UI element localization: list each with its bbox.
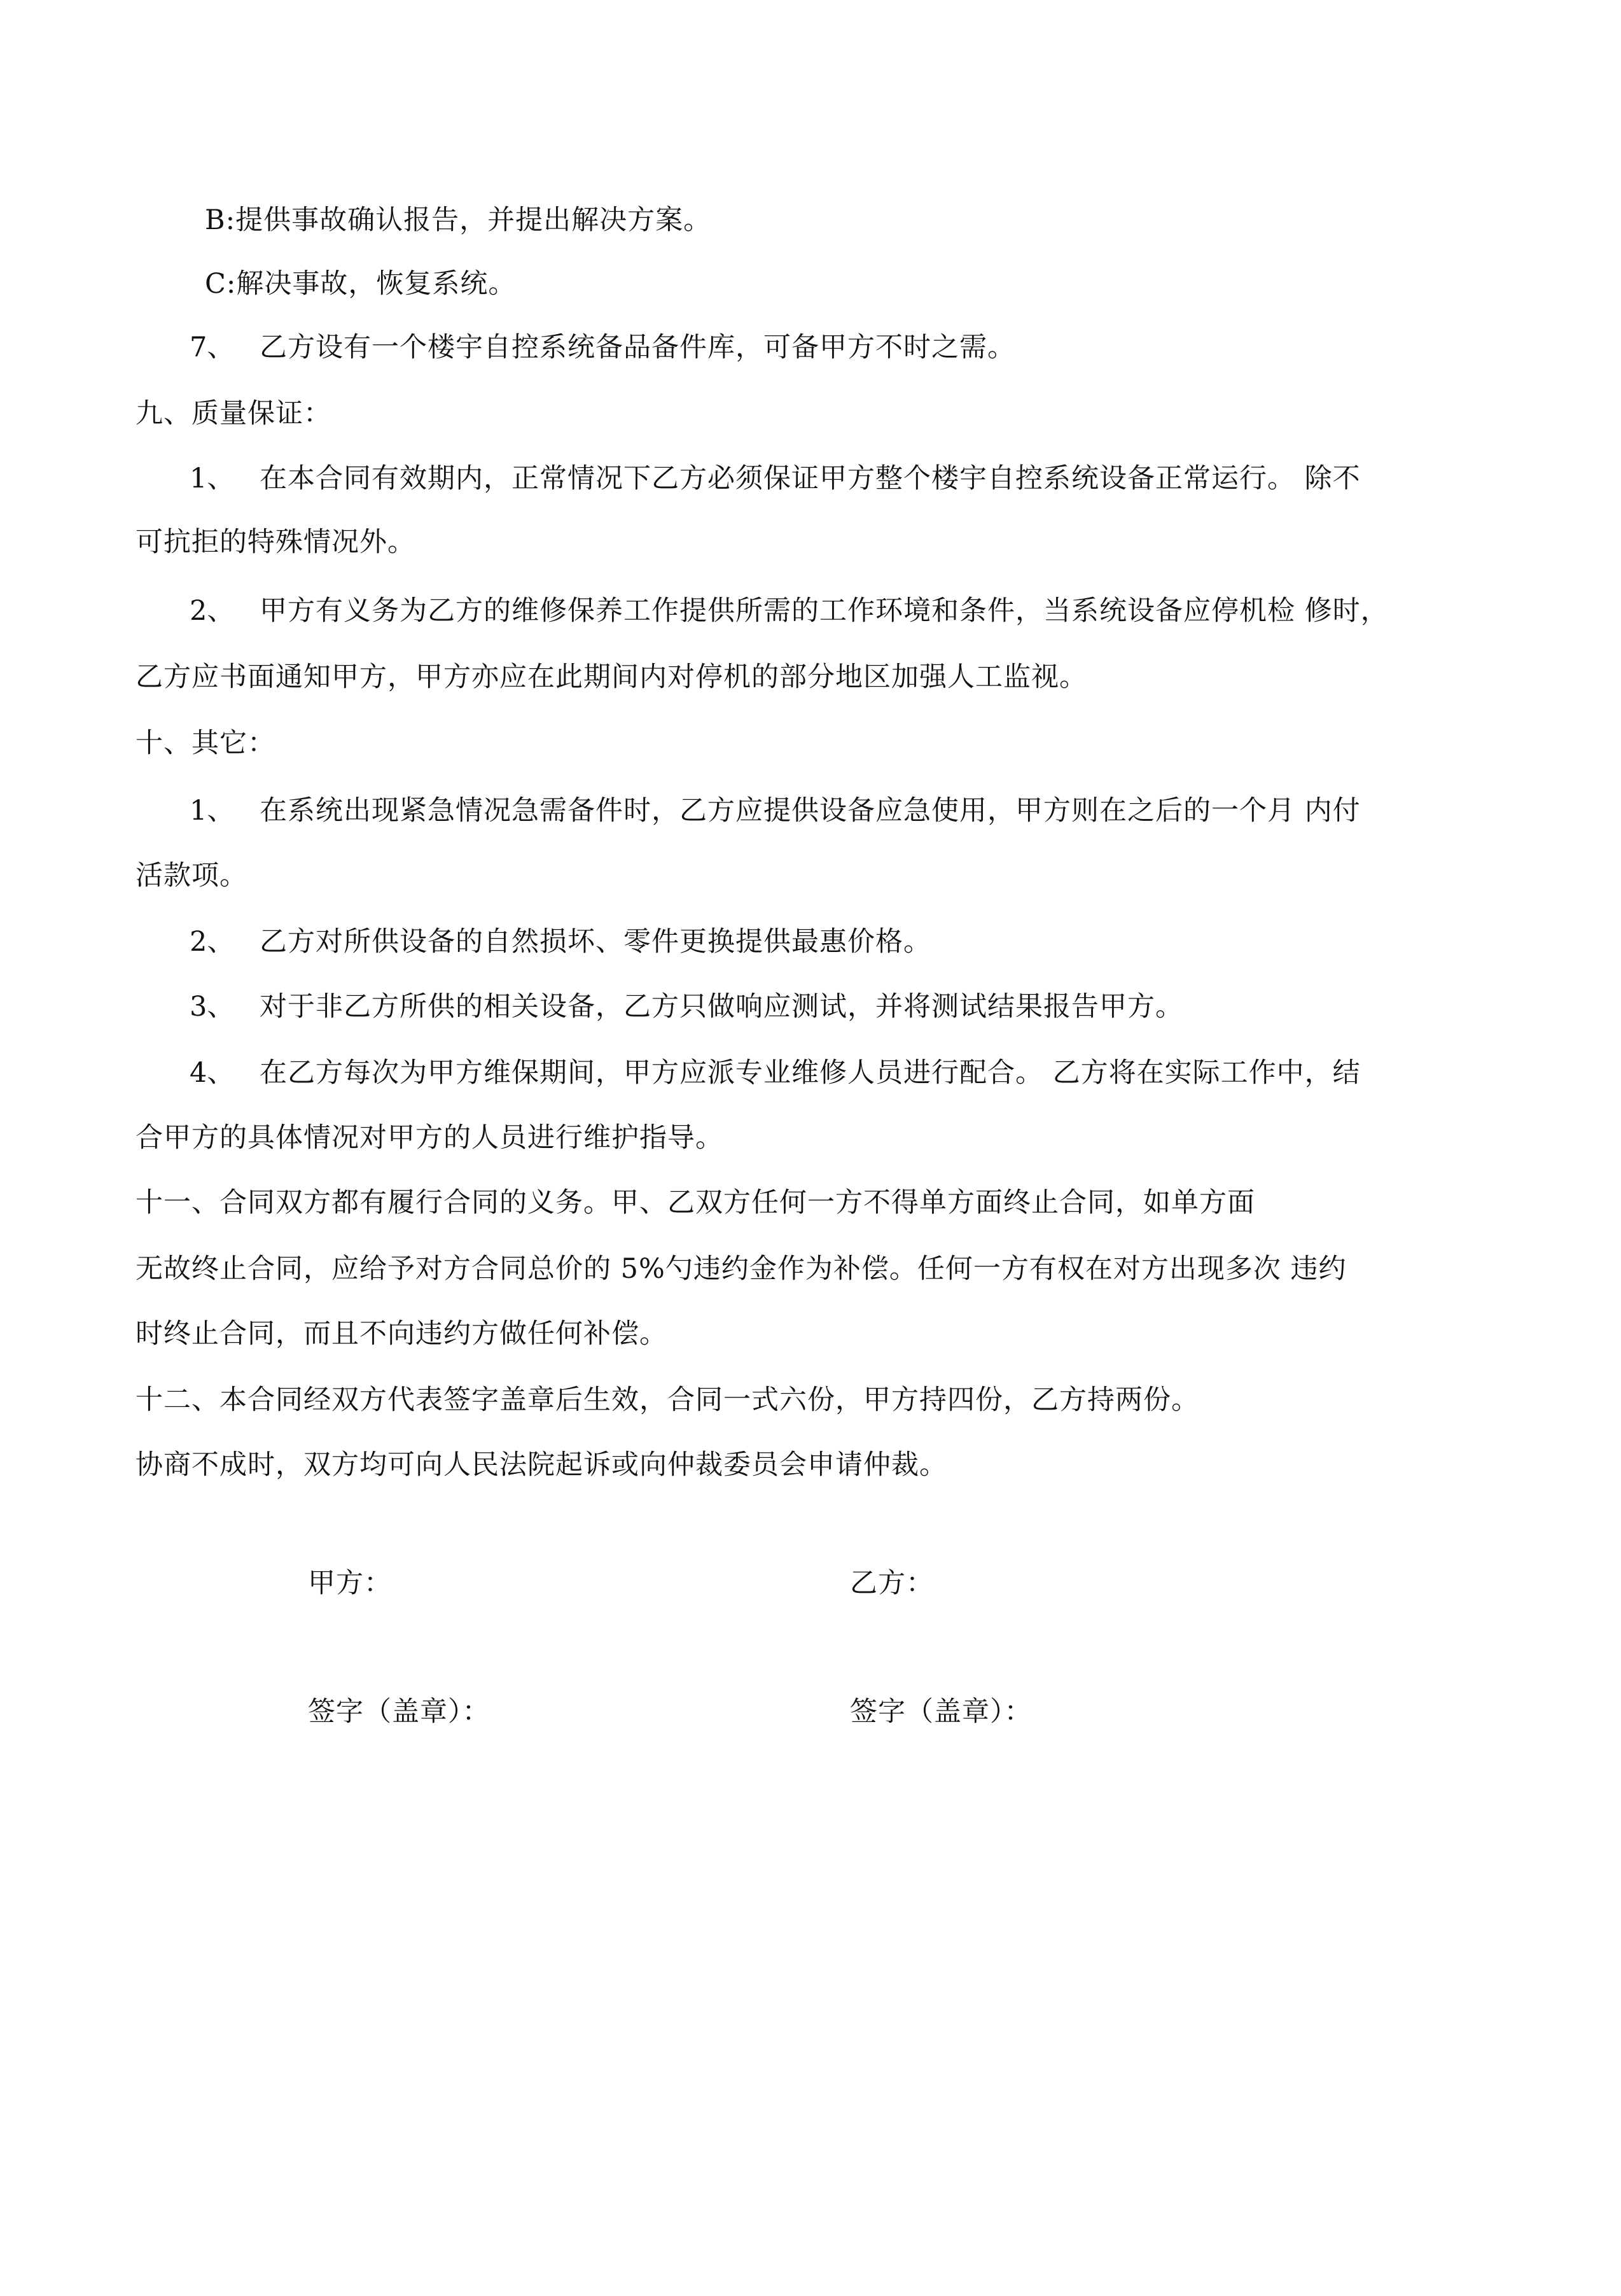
section10-item3-text: 对于非乙方所供的相关设备，乙方只做响应测试，并将测试结果报告甲方。: [260, 991, 1183, 1023]
party-b-label: 乙方：: [850, 1567, 934, 1599]
party-b-signature: 签字（盖章）：: [850, 1696, 1033, 1728]
section10-heading: 十、其它：: [136, 727, 275, 759]
section12-line1: 十二、本合同经双方代表签字盖章后生效，合同一式六份，甲方持四份，乙方持两份。: [136, 1384, 1199, 1416]
section10-item1-line1: 在系统出现紧急情况急需备件时，乙方应提供设备应急使用，甲方则在之后的一个月 内付: [260, 795, 1361, 827]
section8-item-c: C:解决事故，恢复系统。: [205, 268, 517, 300]
section10-item3-number: 3、: [190, 991, 235, 1023]
section11-line2: 无故终止合同，应给予对方合同总价的 5%勺违约金作为补偿。任何一方有权在对方出现多次 违约: [136, 1253, 1347, 1285]
section8-item7-number: 7、: [190, 332, 235, 363]
section11-line3: 时终止合同，而且不向违约方做任何补偿。: [136, 1318, 667, 1350]
section12-line2: 协商不成时，双方均可向人民法院起诉或向仲裁委员会申请仲裁。: [136, 1449, 947, 1481]
section11-line1: 十一、合同双方都有履行合同的义务。甲、乙双方任何一方不得单方面终止合同，如单方面: [136, 1187, 1255, 1219]
section10-item2-text: 乙方对所供设备的自然损坏、零件更换提供最惠价格。: [260, 926, 931, 958]
section10-item4-line1: 在乙方每次为甲方维保期间，甲方应派专业维修人员进行配合。 乙方将在实际工作中，结: [260, 1057, 1361, 1089]
section9-item2-number: 2、: [190, 595, 235, 627]
section9-item2-line2: 乙方应书面通知甲方，甲方亦应在此期间内对停机的部分地区加强人工监视。: [136, 661, 1087, 693]
section10-item1-line2: 活款项。: [136, 860, 247, 892]
party-a-signature: 签字（盖章）：: [308, 1696, 490, 1728]
section8-item7-text: 乙方设有一个楼宇自控系统备品备件库，可备甲方不时之需。: [260, 332, 1015, 363]
section9-item1-line1: 在本合同有效期内，正常情况下乙方必须保证甲方整个楼宇自控系统设备正常运行。 除不: [260, 463, 1361, 494]
section8-item-b: B:提供事故确认报告，并提出解决方案。: [205, 204, 712, 236]
section10-item1-number: 1、: [190, 795, 235, 827]
section9-item2-line1: 甲方有义务为乙方的维修保养工作提供所需的工作环境和条件，当系统设备应停机检 修时，: [260, 595, 1389, 627]
section9-item1-number: 1、: [190, 463, 235, 494]
section9-heading: 九、质量保证：: [136, 398, 331, 430]
section10-item4-line2: 合甲方的具体情况对甲方的人员进行维护指导。: [136, 1122, 723, 1154]
section10-item2-number: 2、: [190, 926, 235, 958]
section10-item4-number: 4、: [190, 1057, 235, 1089]
section9-item1-line2: 可抗拒的特殊情况外。: [136, 526, 415, 558]
party-a-label: 甲方：: [308, 1567, 392, 1599]
